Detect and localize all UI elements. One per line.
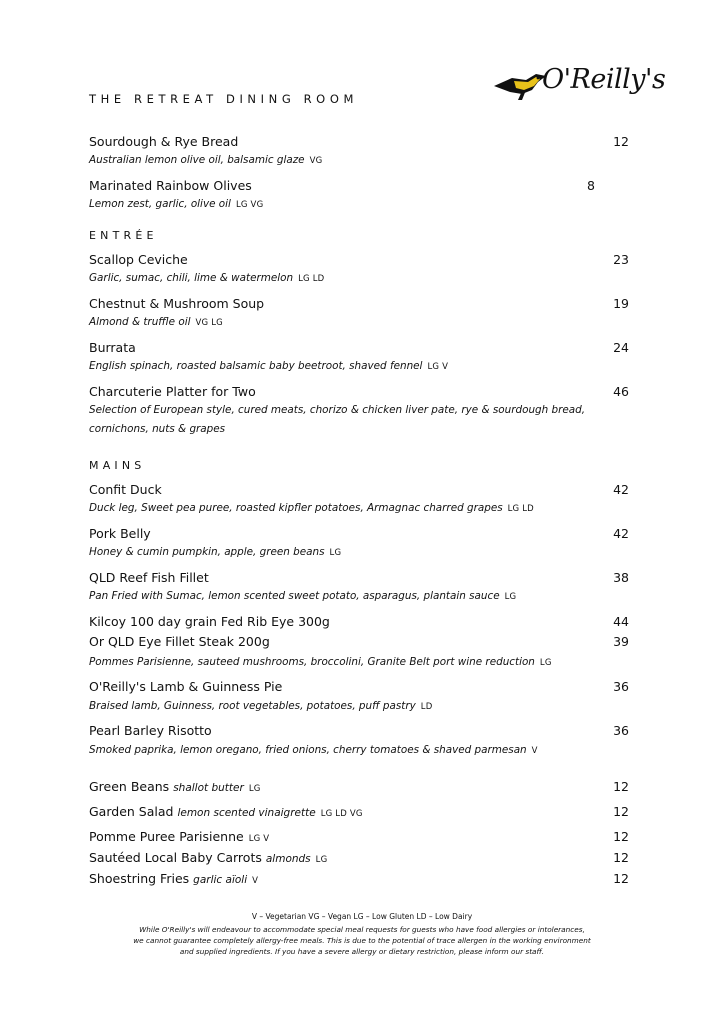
item-description [89, 151, 629, 171]
dietary-tags: LG [539, 658, 552, 668]
item-name: Burrata [89, 340, 136, 355]
dietary-tags: LG [315, 855, 328, 865]
menu-item [89, 614, 629, 634]
venue-title: THE RETREAT DINING ROOM [89, 92, 359, 106]
item-description [89, 313, 629, 333]
item-name: Charcuterie Platter for Two [89, 384, 256, 399]
item-description [89, 653, 629, 673]
item-name: Sourdough & Rye Bread [89, 134, 239, 149]
item-description [89, 697, 629, 717]
dietary-tags: LG LD [507, 504, 534, 514]
item-price: 36 [613, 723, 629, 738]
side-item [89, 829, 629, 849]
item-name: Or QLD Eye Fillet Steak 200g [89, 634, 270, 649]
item-price: 39 [613, 634, 629, 649]
side-desc: almonds [265, 853, 311, 865]
desc-text: Braised lamb, Guinness, root vegetables, potatoes, puff pastry [89, 700, 416, 712]
dietary-tags: LG V [248, 834, 270, 844]
dietary-tags: VG [309, 156, 323, 166]
allergy-note-line: we cannot guarantee completely allergy-free meals. This is due to the potential of trace allergen in the working environment [133, 936, 591, 945]
item-price: 12 [613, 850, 629, 865]
side-name: Pomme Puree Parisienne [89, 829, 244, 844]
dietary-tags: LG VG [235, 200, 264, 210]
dietary-legend: V – Vegetarian VG – Vegan LG – Low Gluten LD – Low Dairy [251, 912, 473, 921]
item-name [89, 850, 327, 865]
item-name [89, 779, 261, 794]
item-name: Marinated Rainbow Olives [89, 178, 252, 193]
desc-text: Pommes Parisienne, sauteed mushrooms, broccolini, Granite Belt port wine reduction [89, 656, 535, 668]
oreillys-logo [492, 62, 666, 106]
item-price: 23 [613, 252, 629, 267]
side-desc: lemon scented vinaigrette [177, 807, 316, 819]
desc-text: Pan Fried with Sumac, lemon scented sweet potato, asparagus, plantain sauce [89, 590, 500, 602]
item-name [89, 804, 363, 819]
dietary-tags: LG [504, 592, 517, 602]
item-price: 19 [613, 296, 629, 311]
side-item [89, 779, 629, 799]
menu-item [89, 723, 629, 743]
item-price: 12 [613, 804, 629, 819]
item-price: 12 [613, 134, 629, 149]
item-price: 42 [613, 526, 629, 541]
item-description: Selection of European style, cured meats, chorizo & chicken liver pate, rye & sourdough bread, cornichons, nuts & grapes [89, 404, 586, 435]
item-price: 42 [613, 482, 629, 497]
desc-text: Garlic, sumac, chili, lime & watermelon [89, 272, 294, 284]
item-name [89, 871, 258, 886]
item-price: 8 [587, 178, 595, 193]
dietary-tags: LG [248, 784, 261, 794]
allergy-note-line: and supplied ingredients. If you have a severe allergy or dietary restriction, please inform our staff. [179, 947, 545, 956]
side-item [89, 871, 629, 891]
item-name: Kilcoy 100 day grain Fed Rib Eye 300g [89, 614, 330, 629]
item-description [89, 269, 629, 289]
item-price: 12 [613, 871, 629, 886]
dietary-tags: V [252, 876, 259, 886]
item-name: Pork Belly [89, 526, 151, 541]
dietary-tags: LG LD [298, 274, 325, 284]
item-description [89, 499, 629, 519]
dietary-tags: LG LD VG [320, 809, 363, 819]
menu-item [89, 634, 629, 654]
logo-wordmark: O'Reilly's [542, 64, 666, 95]
desc-text: Australian lemon olive oil, balsamic glaze [89, 154, 305, 166]
desc-text: English spinach, roasted balsamic baby beetroot, shaved fennel [89, 360, 423, 372]
side-name: Sautéed Local Baby Carrots [89, 850, 262, 865]
menu-item [89, 679, 629, 699]
desc-text: Smoked paprika, lemon oregano, fried onions, cherry tomatoes & shaved parmesan [89, 744, 527, 756]
dietary-tags: VG LG [195, 318, 223, 328]
desc-text: Lemon zest, garlic, olive oil [89, 198, 231, 210]
item-name [89, 829, 269, 844]
desc-text: Duck leg, Sweet pea puree, roasted kipfler potatoes, Armagnac charred grapes [89, 502, 503, 514]
dietary-tags: LG [329, 548, 342, 558]
item-description [89, 741, 629, 761]
dietary-tags: V [531, 746, 538, 756]
item-description [89, 195, 629, 215]
item-name: Scallop Ceviche [89, 252, 188, 267]
side-name: Shoestring Fries [89, 871, 190, 886]
item-price: 12 [613, 829, 629, 844]
dietary-tags: LD [420, 702, 433, 712]
item-price: 12 [613, 779, 629, 794]
item-description [89, 357, 629, 377]
item-name: Chestnut & Mushroom Soup [89, 296, 265, 311]
item-description [89, 587, 629, 607]
item-description [89, 543, 629, 563]
item-price: 38 [613, 570, 629, 585]
section-heading-mains: MAINS [89, 459, 146, 472]
item-name: QLD Reef Fish Fillet [89, 570, 209, 585]
item-name: Confit Duck [89, 482, 162, 497]
side-desc: garlic aïoli [193, 874, 248, 886]
section-heading-entree: ENTRÉE [89, 229, 158, 242]
desc-text: Honey & cumin pumpkin, apple, green beans [89, 546, 325, 558]
allergy-note-line: While O'Reilly's will endeavour to accommodate special meal requests for guests who have food allergies or intolerances, [139, 925, 585, 934]
item-price: 24 [613, 340, 629, 355]
side-name: Green Beans [89, 779, 170, 794]
dietary-tags: LG V [427, 362, 449, 372]
item-name: O'Reilly's Lamb & Guinness Pie [89, 679, 283, 694]
bird-icon [492, 64, 548, 104]
side-desc: shallot butter [173, 782, 244, 794]
item-price: 44 [613, 614, 629, 629]
side-item [89, 850, 629, 870]
desc-text: Almond & truffle oil [89, 316, 191, 328]
item-name: Pearl Barley Risotto [89, 723, 212, 738]
side-name: Garden Salad [89, 804, 174, 819]
item-price: 36 [613, 679, 629, 694]
side-item [89, 804, 629, 824]
item-price: 46 [613, 384, 629, 399]
